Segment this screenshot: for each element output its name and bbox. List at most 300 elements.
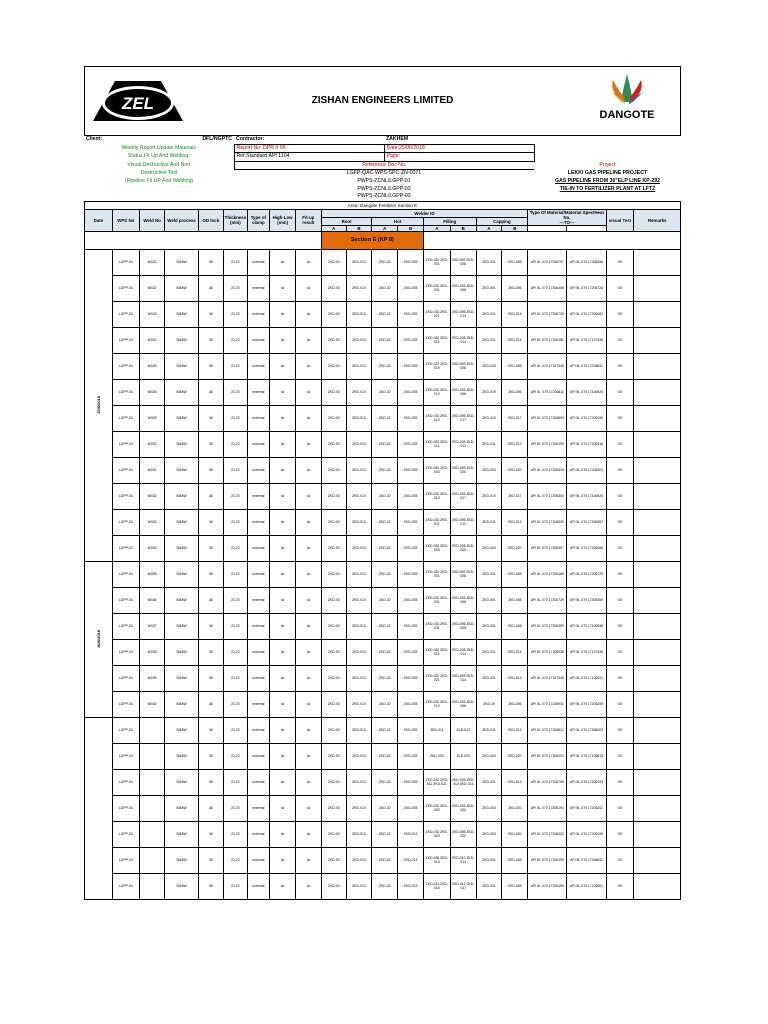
cell-high-low: ok — [270, 353, 296, 379]
col-hot-a: A — [372, 225, 398, 231]
cell-material-from: API 5L X70 17206195 — [528, 873, 567, 899]
client-row — [84, 136, 234, 144]
cell-weld-no — [139, 821, 165, 847]
cell-material-from: API 5L X70 17107345 — [528, 353, 567, 379]
col-root-a: A — [321, 225, 346, 231]
cell-material-from: API 5L X70 17306357 — [528, 535, 567, 561]
cell-wps-no: LGPP-03 — [112, 431, 139, 457]
cell-fitup-result: ok — [296, 769, 322, 795]
cell-capping-b: ZKD-014 — [502, 639, 528, 665]
cell-capping-a: ZKD-001 — [476, 561, 502, 587]
cell-material-to: API 5L X70 17206185 — [567, 535, 606, 561]
cell-hot-b: ZKD-013 — [398, 821, 424, 847]
cell-wps-no: LGPP-03 — [112, 665, 139, 691]
cell-capping-a: ZKD-001 — [476, 847, 502, 873]
cell-visual-test: OK — [606, 509, 634, 535]
cell-wps-no: LGPP-03 — [112, 639, 139, 665]
section-row — [85, 231, 681, 249]
cell-remarks — [634, 613, 681, 639]
cell-root-b: ZKD-013 — [346, 405, 372, 431]
cell-clamp-type: external — [247, 743, 270, 769]
cell-fitup-result: ok — [296, 249, 322, 275]
table-row — [85, 249, 681, 275]
date-group-label: 26/6/2018 — [95, 629, 101, 648]
cell-remarks — [634, 873, 681, 899]
cell-weld-process: SMAW — [165, 613, 198, 639]
cell-thickness: 22.23 — [224, 379, 247, 405]
cell-capping-a: ZKD-021 — [476, 639, 502, 665]
cell-filling-a: ZKD-032 ZKD-021 — [423, 301, 450, 327]
cell-filling-a: ZKD-032 ZKD-031 — [423, 249, 450, 275]
cell-material-from: API 5L X70 17206185 — [528, 561, 567, 587]
cell-capping-a: ZKD-001 — [476, 587, 502, 613]
table-row — [85, 795, 681, 821]
cell-fitup-result: ok — [296, 691, 322, 717]
cell-root-b: ZKD-013 — [346, 249, 372, 275]
cell-wps-no: LGPP-03 — [112, 301, 139, 327]
table-row — [85, 717, 681, 743]
cell-material-to: API 5L X70 17106931 — [567, 665, 606, 691]
cell-filling-a: ZKD-032 ZKD-003 — [423, 535, 450, 561]
cell-clamp-type: external — [247, 249, 270, 275]
cell-high-low: ok — [270, 327, 296, 353]
cell-od: 36 — [198, 405, 224, 431]
cell-high-low: ok — [270, 665, 296, 691]
cell-hot-a: ZKD-02 — [372, 431, 398, 457]
cell-filling-a: ZKD-032 ZKD-021 — [423, 665, 450, 691]
cell-root-a: ZKD-03 — [321, 743, 346, 769]
cell-root-b: ZKD-013 — [346, 561, 372, 587]
client-label: Client: — [86, 136, 103, 143]
cell-capping-a: ZKD-001 — [476, 249, 502, 275]
table-row — [85, 587, 681, 613]
cell-remarks — [634, 353, 681, 379]
cell-capping-a: ZKD-021 — [476, 327, 502, 353]
cell-thickness: 22.23 — [224, 249, 247, 275]
cell-od: 36 — [198, 821, 224, 847]
cell-visual-test: OK — [606, 587, 634, 613]
cell-od: 36 — [198, 743, 224, 769]
cell-filling-b: ZKD-005 ZKD-014 — [450, 639, 476, 665]
cell-weld-process: SMAW — [165, 743, 198, 769]
cell-clamp-type: external — [247, 561, 270, 587]
table-row — [85, 639, 681, 665]
cell-capping-a: ZKD-003 — [476, 795, 502, 821]
cell-capping-a: ZKD-001 — [476, 873, 502, 899]
cell-hot-b: ZKD-013 — [398, 873, 424, 899]
cell-fitup-result: ok — [296, 301, 322, 327]
cell-weld-no: W035 — [139, 561, 165, 587]
cell-thickness: 22.23 — [224, 613, 247, 639]
cell-capping-a: ZKD-003 — [476, 821, 502, 847]
project-line-3: TIE-IN TO FERTILIZER PLANT AT LFTZ — [559, 185, 656, 192]
cell-remarks — [634, 743, 681, 769]
cell-capping-a: ZKD-019 — [476, 379, 502, 405]
ref-doc-label: Reference Doc No. — [234, 161, 534, 170]
cell-fitup-result: ok — [296, 795, 322, 821]
cell-hot-a: ZKD-02 — [372, 275, 398, 301]
cell-material-from: API 5L X70 17206729 — [528, 587, 567, 613]
cell-wps-no: LGPP-03 — [112, 249, 139, 275]
cell-visual-test: OK — [606, 769, 634, 795]
cell-weld-process: SMAW — [165, 639, 198, 665]
cell-fitup-result: ok — [296, 665, 322, 691]
cell-clamp-type: external — [247, 379, 270, 405]
cell-fitup-result: ok — [296, 483, 322, 509]
cell-thickness: 22.23 — [224, 483, 247, 509]
cell-visual-test: OK — [606, 535, 634, 561]
cell-filling-a: ZKD-032 ZKD-019 — [423, 379, 450, 405]
cell-material-from: API 5L X70 17206318 — [528, 457, 567, 483]
cell-thickness: 22.23 — [224, 769, 247, 795]
table-row — [85, 405, 681, 431]
cell-fitup-result: ok — [296, 457, 322, 483]
table-row — [85, 509, 681, 535]
cell-material-from: API 5L X70 17107345 — [528, 665, 567, 691]
cell-weld-no: W021 — [139, 249, 165, 275]
cell-root-a: ZKD-03 — [321, 327, 346, 353]
cell-thickness: 22.23 — [224, 301, 247, 327]
cell-capping-a: ZKD-021 — [476, 301, 502, 327]
report-title-1: Weekly Report Update Materials — [121, 144, 197, 151]
cell-fitup-result: ok — [296, 821, 322, 847]
cell-weld-process: SMAW — [165, 717, 198, 743]
cell-od: 36 — [198, 847, 224, 873]
cell-capping-b: ZKD-008 — [502, 873, 528, 899]
cell-material-from: API 5L X70 17106938 — [528, 639, 567, 665]
cell-root-a: ZKD-03 — [321, 717, 346, 743]
cell-root-a: ZKD-03 — [321, 821, 346, 847]
cell-remarks — [634, 691, 681, 717]
cell-weld-no: W039 — [139, 665, 165, 691]
cell-filling-b: ZKD-005 ZKD-014 — [450, 301, 476, 327]
cell-capping-b: ZKD-020 — [502, 457, 528, 483]
cell-filling-a: ZKD-032 ZKD-019 — [423, 353, 450, 379]
cell-filling-a: ZKD-032 ZKD-010 — [423, 483, 450, 509]
cell-fitup-result: ok — [296, 873, 322, 899]
cell-clamp-type: external — [247, 821, 270, 847]
col-clamp: Type of clamp — [247, 209, 270, 231]
cell-hot-a: ZKD-02 — [372, 483, 398, 509]
cell-material-to: API 5L X70 17206193 — [567, 769, 606, 795]
cell-filling-a: ZKD-032 ZKD-011 ZKD-021 — [423, 769, 450, 795]
cell-root-b: ZKD-013 — [346, 327, 372, 353]
cell-root-b: ZKD-013 — [346, 275, 372, 301]
cell-capping-a: ZKD-001 — [476, 613, 502, 639]
cell-thickness: 22.23 — [224, 587, 247, 613]
cell-weld-no: W024 — [139, 327, 165, 353]
cell-hot-a: ZKD-02 — [372, 509, 398, 535]
cell-material-from: API 5L X70 17206202 — [528, 821, 567, 847]
cell-thickness: 22.23 — [224, 665, 247, 691]
table-row — [85, 665, 681, 691]
cell-hot-b: ZKD-035 — [398, 301, 424, 327]
cell-capping-a: ZKD-021 — [476, 769, 502, 795]
cell-hot-a: ZKD-02 — [372, 249, 398, 275]
table-row — [85, 769, 681, 795]
col-hot: Hot — [372, 217, 424, 225]
cell-od: 36 — [198, 769, 224, 795]
cell-material-to: API 5L X70 17206728 — [567, 275, 606, 301]
cell-wps-no: LGPP-03 — [112, 717, 139, 743]
cell-wps-no: LGPP-03 — [112, 561, 139, 587]
weld-table — [84, 201, 681, 900]
cell-od: 36 — [198, 561, 224, 587]
cell-hot-a: ZKD-02 — [372, 535, 398, 561]
cell-visual-test: OK — [606, 327, 634, 353]
cell-visual-test: OK — [606, 431, 634, 457]
cell-wps-no: LGPP-02 — [112, 535, 139, 561]
ref-doc-4: PWPS-ZCNL/LGPP-03 — [357, 193, 411, 200]
project-line-1: LEKKI GAS PIPELINE PROJECT — [567, 170, 648, 177]
cell-material-from: API 5L X70 17106925 — [528, 509, 567, 535]
cell-filling-b: ZKD-005 ZKD-014 — [450, 665, 476, 691]
cell-root-a: ZKD-03 — [321, 275, 346, 301]
contractor-value: ZAKHEM — [386, 136, 409, 142]
cell-od: 36 — [198, 301, 224, 327]
report-title-3: Visual,Destructive And Non — [127, 161, 191, 168]
col-root-b: B — [346, 225, 372, 231]
project-line-2: GAS PIPELINE FROM 36"ELP LINE KP-292 — [555, 177, 660, 184]
cell-thickness: 22.23 — [224, 535, 247, 561]
cell-material-from: API 5L X70 17106812 — [528, 717, 567, 743]
col-filling: Filling — [423, 217, 476, 225]
area-label: Area: Dangote Fertilizer Section E — [85, 201, 681, 209]
col-capping: Capping — [476, 217, 528, 225]
page-label: Page: — [384, 153, 534, 162]
cell-weld-no: W022 — [139, 275, 165, 301]
report-sheet — [84, 66, 681, 900]
cell-fitup-result: ok — [296, 431, 322, 457]
cell-weld-no: W034 — [139, 535, 165, 561]
col-thickness: Thickness (mm) — [224, 209, 247, 231]
cell-capping-b: ZKD-014 — [502, 665, 528, 691]
cell-wps-no: LGPP-03 — [112, 821, 139, 847]
cell-material-to: API 5L X70 17206318 — [567, 431, 606, 457]
cell-material-to: API 5L X70 17106938 — [567, 613, 606, 639]
cell-clamp-type: external — [247, 275, 270, 301]
cell-capping-b: ZKD-020 — [502, 795, 528, 821]
cell-capping-b: ZKD-020 — [502, 821, 528, 847]
cell-thickness: 22.23 — [224, 873, 247, 899]
cell-wps-no: LGPP-03 — [112, 691, 139, 717]
cell-wps-no: LGPP-03 — [112, 327, 139, 353]
cell-clamp-type: external — [247, 509, 270, 535]
cell-high-low: ok — [270, 457, 296, 483]
cell-clamp-type: external — [247, 327, 270, 353]
col-material-sub: ---TO--- — [559, 219, 575, 225]
cell-high-low: ok — [270, 717, 296, 743]
cell-wps-no: LGPP-03 — [112, 613, 139, 639]
cell-weld-process: SMAW — [165, 665, 198, 691]
cell-filling-b: ZKD-005 ZKD-020 — [450, 795, 476, 821]
cell-clamp-type: external — [247, 639, 270, 665]
table-row — [85, 613, 681, 639]
cell-filling-b: ZKD-005 ZKD-020 — [450, 821, 476, 847]
cell-high-low: ok — [270, 769, 296, 795]
cell-material-to: API 5L X70 17106925 — [567, 483, 606, 509]
cell-remarks — [634, 847, 681, 873]
cell-high-low: ok — [270, 613, 296, 639]
cell-wps-no: LGPP-03 — [112, 379, 139, 405]
cell-high-low: ok — [270, 483, 296, 509]
cell-od: 36 — [198, 275, 224, 301]
cell-root-b: ZKD-013 — [346, 431, 372, 457]
cell-material-to: API 5L X70 17206729 — [567, 561, 606, 587]
cell-high-low: ok — [270, 405, 296, 431]
cell-high-low: ok — [270, 431, 296, 457]
cell-clamp-type: external — [247, 301, 270, 327]
cell-material-to: API 5L X70 17206303 — [567, 457, 606, 483]
table-row — [85, 691, 681, 717]
cell-wps-no: LGPP-03 — [112, 873, 139, 899]
cell-filling-a: ZKD-032 ZKD-031 — [423, 275, 450, 301]
cell-root-a: ZKD-03 — [321, 379, 346, 405]
col-root: Root — [321, 217, 372, 225]
cell-filling-b: ZKD-012 ZKD-017 — [450, 873, 476, 899]
cell-wps-no: LGPP-03 — [112, 275, 139, 301]
cell-filling-a: ZKD-032 ZKD-021 — [423, 327, 450, 353]
col-fitup: Fit-up result — [296, 209, 322, 231]
cell-weld-no: W031 — [139, 457, 165, 483]
cell-hot-a: ZKD-02 — [372, 327, 398, 353]
cell-weld-process: SMAW — [165, 301, 198, 327]
cell-visual-test: OK — [606, 353, 634, 379]
cell-hot-b: ZKD-035 — [398, 665, 424, 691]
cell-clamp-type: external — [247, 665, 270, 691]
table-row — [85, 561, 681, 587]
cell-visual-test: OK — [606, 275, 634, 301]
cell-hot-b: ZKD-035 — [398, 483, 424, 509]
company-name: ZISHAN ENGINEERS LIMITED — [311, 95, 454, 106]
cell-remarks — [634, 405, 681, 431]
col-material — [528, 209, 606, 225]
cell-thickness: 22.23 — [224, 405, 247, 431]
cell-material-from: API 5L X70 17306359 — [528, 613, 567, 639]
cell-fitup-result: ok — [296, 639, 322, 665]
cell-fitup-result: ok — [296, 405, 322, 431]
cell-filling-a: ZKD-032 ZKD-003 — [423, 457, 450, 483]
cell-root-b: ZKD-013 — [346, 457, 372, 483]
cell-od: 36 — [198, 249, 224, 275]
cell-filling-b: ZKD-005 ZKD-020 — [450, 457, 476, 483]
info-block — [84, 136, 681, 201]
cell-root-a: ZKD-03 — [321, 587, 346, 613]
cell-material-to: API 5L X70 17306458 — [567, 249, 606, 275]
cell-hot-a: ZKD-02 — [372, 717, 398, 743]
cell-filling-b: ZKD-012 — [450, 717, 476, 743]
cell-filling-b: ZKD-005 ZKD-008 — [450, 249, 476, 275]
cell-filling-b: ZKD-005 ZKD-014 — [450, 327, 476, 353]
cell-weld-process: SMAW — [165, 457, 198, 483]
cell-capping-a: ZKD-021 — [476, 665, 502, 691]
cell-filling-a: ZKD-032 ZKD-031 — [423, 561, 450, 587]
cell-root-a: ZKD-03 — [321, 665, 346, 691]
cell-high-low: ok — [270, 249, 296, 275]
cell-hot-a: ZKD-02 — [372, 821, 398, 847]
cell-remarks — [634, 483, 681, 509]
cell-filling-b: ZKD-005 ZKD-008 — [450, 613, 476, 639]
cell-root-b: ZKD-013 — [346, 847, 372, 873]
cell-hot-a: ZKD-02 — [372, 353, 398, 379]
cell-hot-b: ZKD-035 — [398, 795, 424, 821]
cell-material-to: API 5L X70 17306811 — [567, 847, 606, 873]
cell-hot-a: ZKD-02 — [372, 405, 398, 431]
cell-clamp-type: external — [247, 613, 270, 639]
cell-material-to: API 5L X70 17107345 — [567, 639, 606, 665]
table-row — [85, 431, 681, 457]
cell-hot-a: ZKD-02 — [372, 795, 398, 821]
cell-weld-no: W032 — [139, 483, 165, 509]
cell-thickness: 22.23 — [224, 795, 247, 821]
date-group-cell — [85, 717, 113, 899]
cell-hot-b: ZKD-035 — [398, 613, 424, 639]
cell-root-a: ZKD-03 — [321, 613, 346, 639]
cell-fitup-result: ok — [296, 353, 322, 379]
cell-high-low: ok — [270, 743, 296, 769]
cell-root-b: ZKD-013 — [346, 665, 372, 691]
table-row — [85, 821, 681, 847]
cell-hot-a: ZKD-02 — [372, 691, 398, 717]
cell-material-from: API 5L X70 17306458 — [528, 275, 567, 301]
cell-hot-b: ZKD-035 — [398, 561, 424, 587]
cell-capping-b: ZKD-008 — [502, 847, 528, 873]
cell-root-a: ZKD-03 — [321, 509, 346, 535]
cell-capping-b: ZKD-020 — [502, 743, 528, 769]
table-body — [85, 249, 681, 899]
cell-wps-no: LGPP-03 — [112, 587, 139, 613]
cell-root-a: ZKD-03 — [321, 561, 346, 587]
cell-material-from: API 5L X70 17106931 — [528, 691, 567, 717]
cell-visual-test: OK — [606, 457, 634, 483]
cell-thickness: 22.23 — [224, 847, 247, 873]
cell-remarks — [634, 769, 681, 795]
cell-weld-no — [139, 795, 165, 821]
cell-fitup-result: ok — [296, 379, 322, 405]
cell-clamp-type: external — [247, 691, 270, 717]
cell-material-from: API 5L X70 17206193 — [528, 795, 567, 821]
cell-material-from: API 5L X70 17206303 — [528, 483, 567, 509]
cell-filling-b: ZKD-005 ZKD-006 — [450, 353, 476, 379]
cell-clamp-type: external — [247, 483, 270, 509]
cell-hot-a: ZKD-02 — [372, 639, 398, 665]
cell-weld-no — [139, 769, 165, 795]
cell-remarks — [634, 457, 681, 483]
cell-thickness: 22.23 — [224, 717, 247, 743]
cell-remarks — [634, 535, 681, 561]
cell-capping-b: ZKD-006 — [502, 691, 528, 717]
cell-weld-process: SMAW — [165, 483, 198, 509]
cell-remarks — [634, 795, 681, 821]
cell-remarks — [634, 587, 681, 613]
section-label: Section E (KP 8) — [321, 231, 423, 249]
cell-high-low: ok — [270, 509, 296, 535]
cell-weld-process: SMAW — [165, 405, 198, 431]
cell-fitup-result: ok — [296, 535, 322, 561]
cell-capping-b: ZKD-014 — [502, 301, 528, 327]
cell-weld-no — [139, 873, 165, 899]
cell-material-from: API 5L X70 17206797 — [528, 249, 567, 275]
cell-weld-process: SMAW — [165, 795, 198, 821]
cell-capping-b: ZKD-012 — [502, 509, 528, 535]
cell-root-b: ZKD-013 — [346, 691, 372, 717]
cell-hot-b: ZKD-035 — [398, 717, 424, 743]
cell-root-a: ZKD-03 — [321, 639, 346, 665]
cell-remarks — [634, 249, 681, 275]
cell-root-b: ZKD-013 — [346, 353, 372, 379]
cell-root-b: ZKD-013 — [346, 301, 372, 327]
cell-visual-test: OK — [606, 613, 634, 639]
